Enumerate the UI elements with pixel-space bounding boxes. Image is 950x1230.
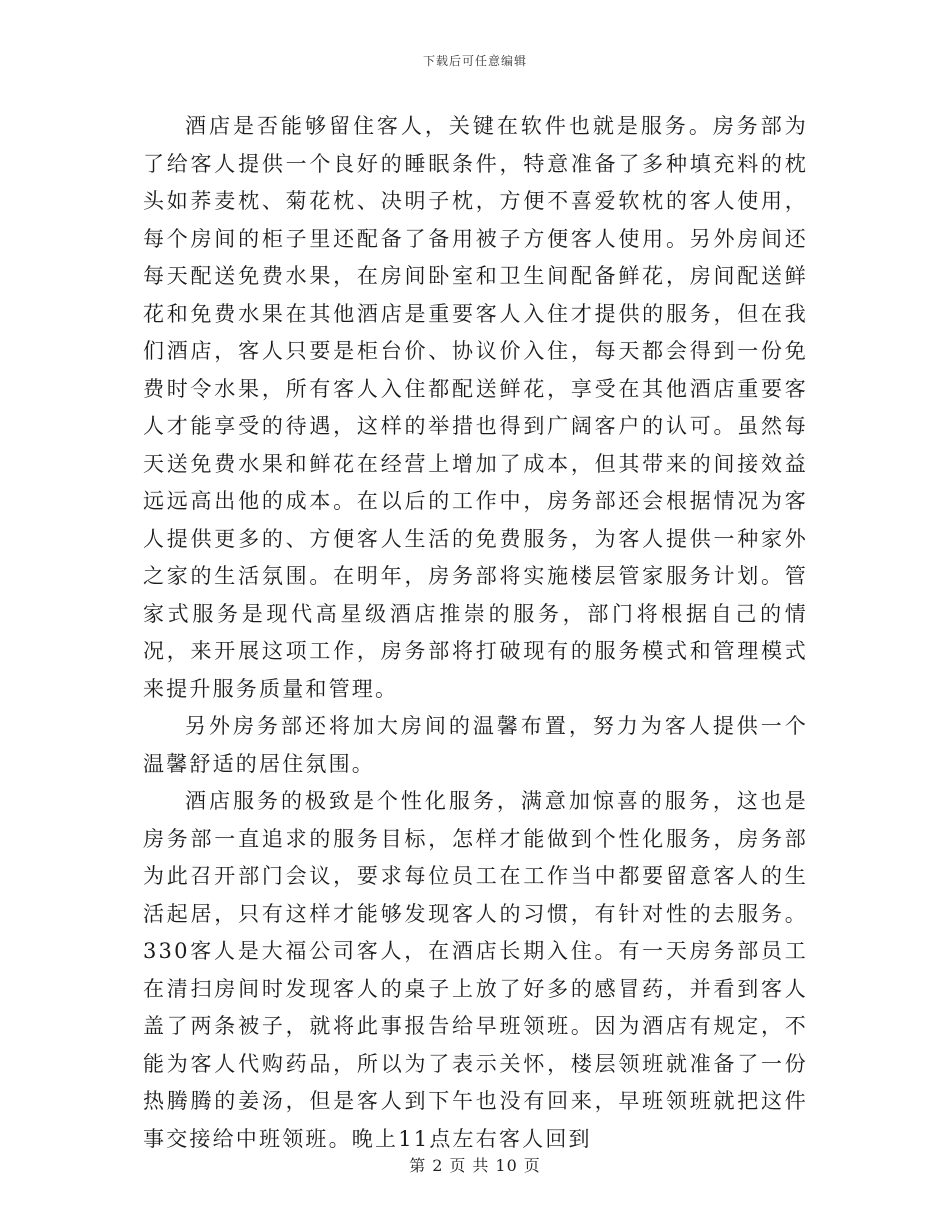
footer-page-word: 页	[449, 1156, 467, 1175]
page-header: 下载后可任意编辑	[422, 54, 527, 68]
paragraph-1: 酒店是否能够留住客人，关键在软件也就是服务。房务部为了给客人提供一个良好的睡眠条件，特意准备了多种填充料的枕头如荞麦枕、菊花枕、决明子枕，方便不喜爱软枕的客人使用，每个房间的柜子里还配备了备用被子方便客人使用。另外房间还每天配送免费水果，在房间卧室和卫生间配备鲜花，房间配送鲜花和免费水果在其他酒店是重要客人入住才提供的服务，但在我们酒店，客人只要是柜台价、协议价入住，每天都会得到一份免费时令水果，所有客人入住都配送鲜花，享受在其他酒店重要客人才能享受的待遇，这样的举措也得到广阔客户的认可。虽然每天送免费水果和鲜花在经营上增加了成本，但其带来的间接效益远远高出他的成本。在以后的工作中，房务部还会根据情况为客人提供更多的、方便客人生活的免费服务，为客人提供一种家外之家的生活氛围。在明年，房务部将实施楼层管家服务计划。管家式服务是现代高星级酒店推崇的服务，部门将根据自己的情况，来开展这项工作，房务部将打破现有的服务模式和管理模式来提升服务质量和管理。	[143, 114, 808, 701]
footer-total-pages: 10	[495, 1156, 518, 1175]
body-text	[143, 108, 808, 1158]
paragraph-2: 另外房务部还将加大房间的温馨布置，努力为客人提供一个温馨舒适的居住氛围。	[143, 714, 808, 776]
footer-total-label: 共	[472, 1156, 490, 1175]
page-footer	[0, 1153, 950, 1176]
paragraph-3: 酒店服务的极致是个性化服务，满意加惊喜的服务，这也是房务部一直追求的服务目标，怎样才能做到个性化服务，房务部为此召开部门会议，要求每位员工在工作当中都要留意客人的生活起居，只有这样才能够发现客人的习惯，有针对性的去服务。330客人是大福公司客人，在酒店长期入住。有一天房务部员工在清扫房间时发现客人的桌子上放了好多的感冒药，并看到客人盖了两条被子，就将此事报告给早班领班。因为酒店有规定，不能为客人代购药品，所以为了表示关怀，楼层领班就准备了一份热腾腾的姜汤，但是客人到下午也没有回来，早班领班就把这件事交接给中班领班。晚上11点左右客人回到	[143, 789, 808, 1151]
footer-prefix: 第	[409, 1156, 427, 1175]
footer-suffix: 页	[523, 1156, 541, 1175]
footer-current-page: 2	[432, 1156, 444, 1175]
